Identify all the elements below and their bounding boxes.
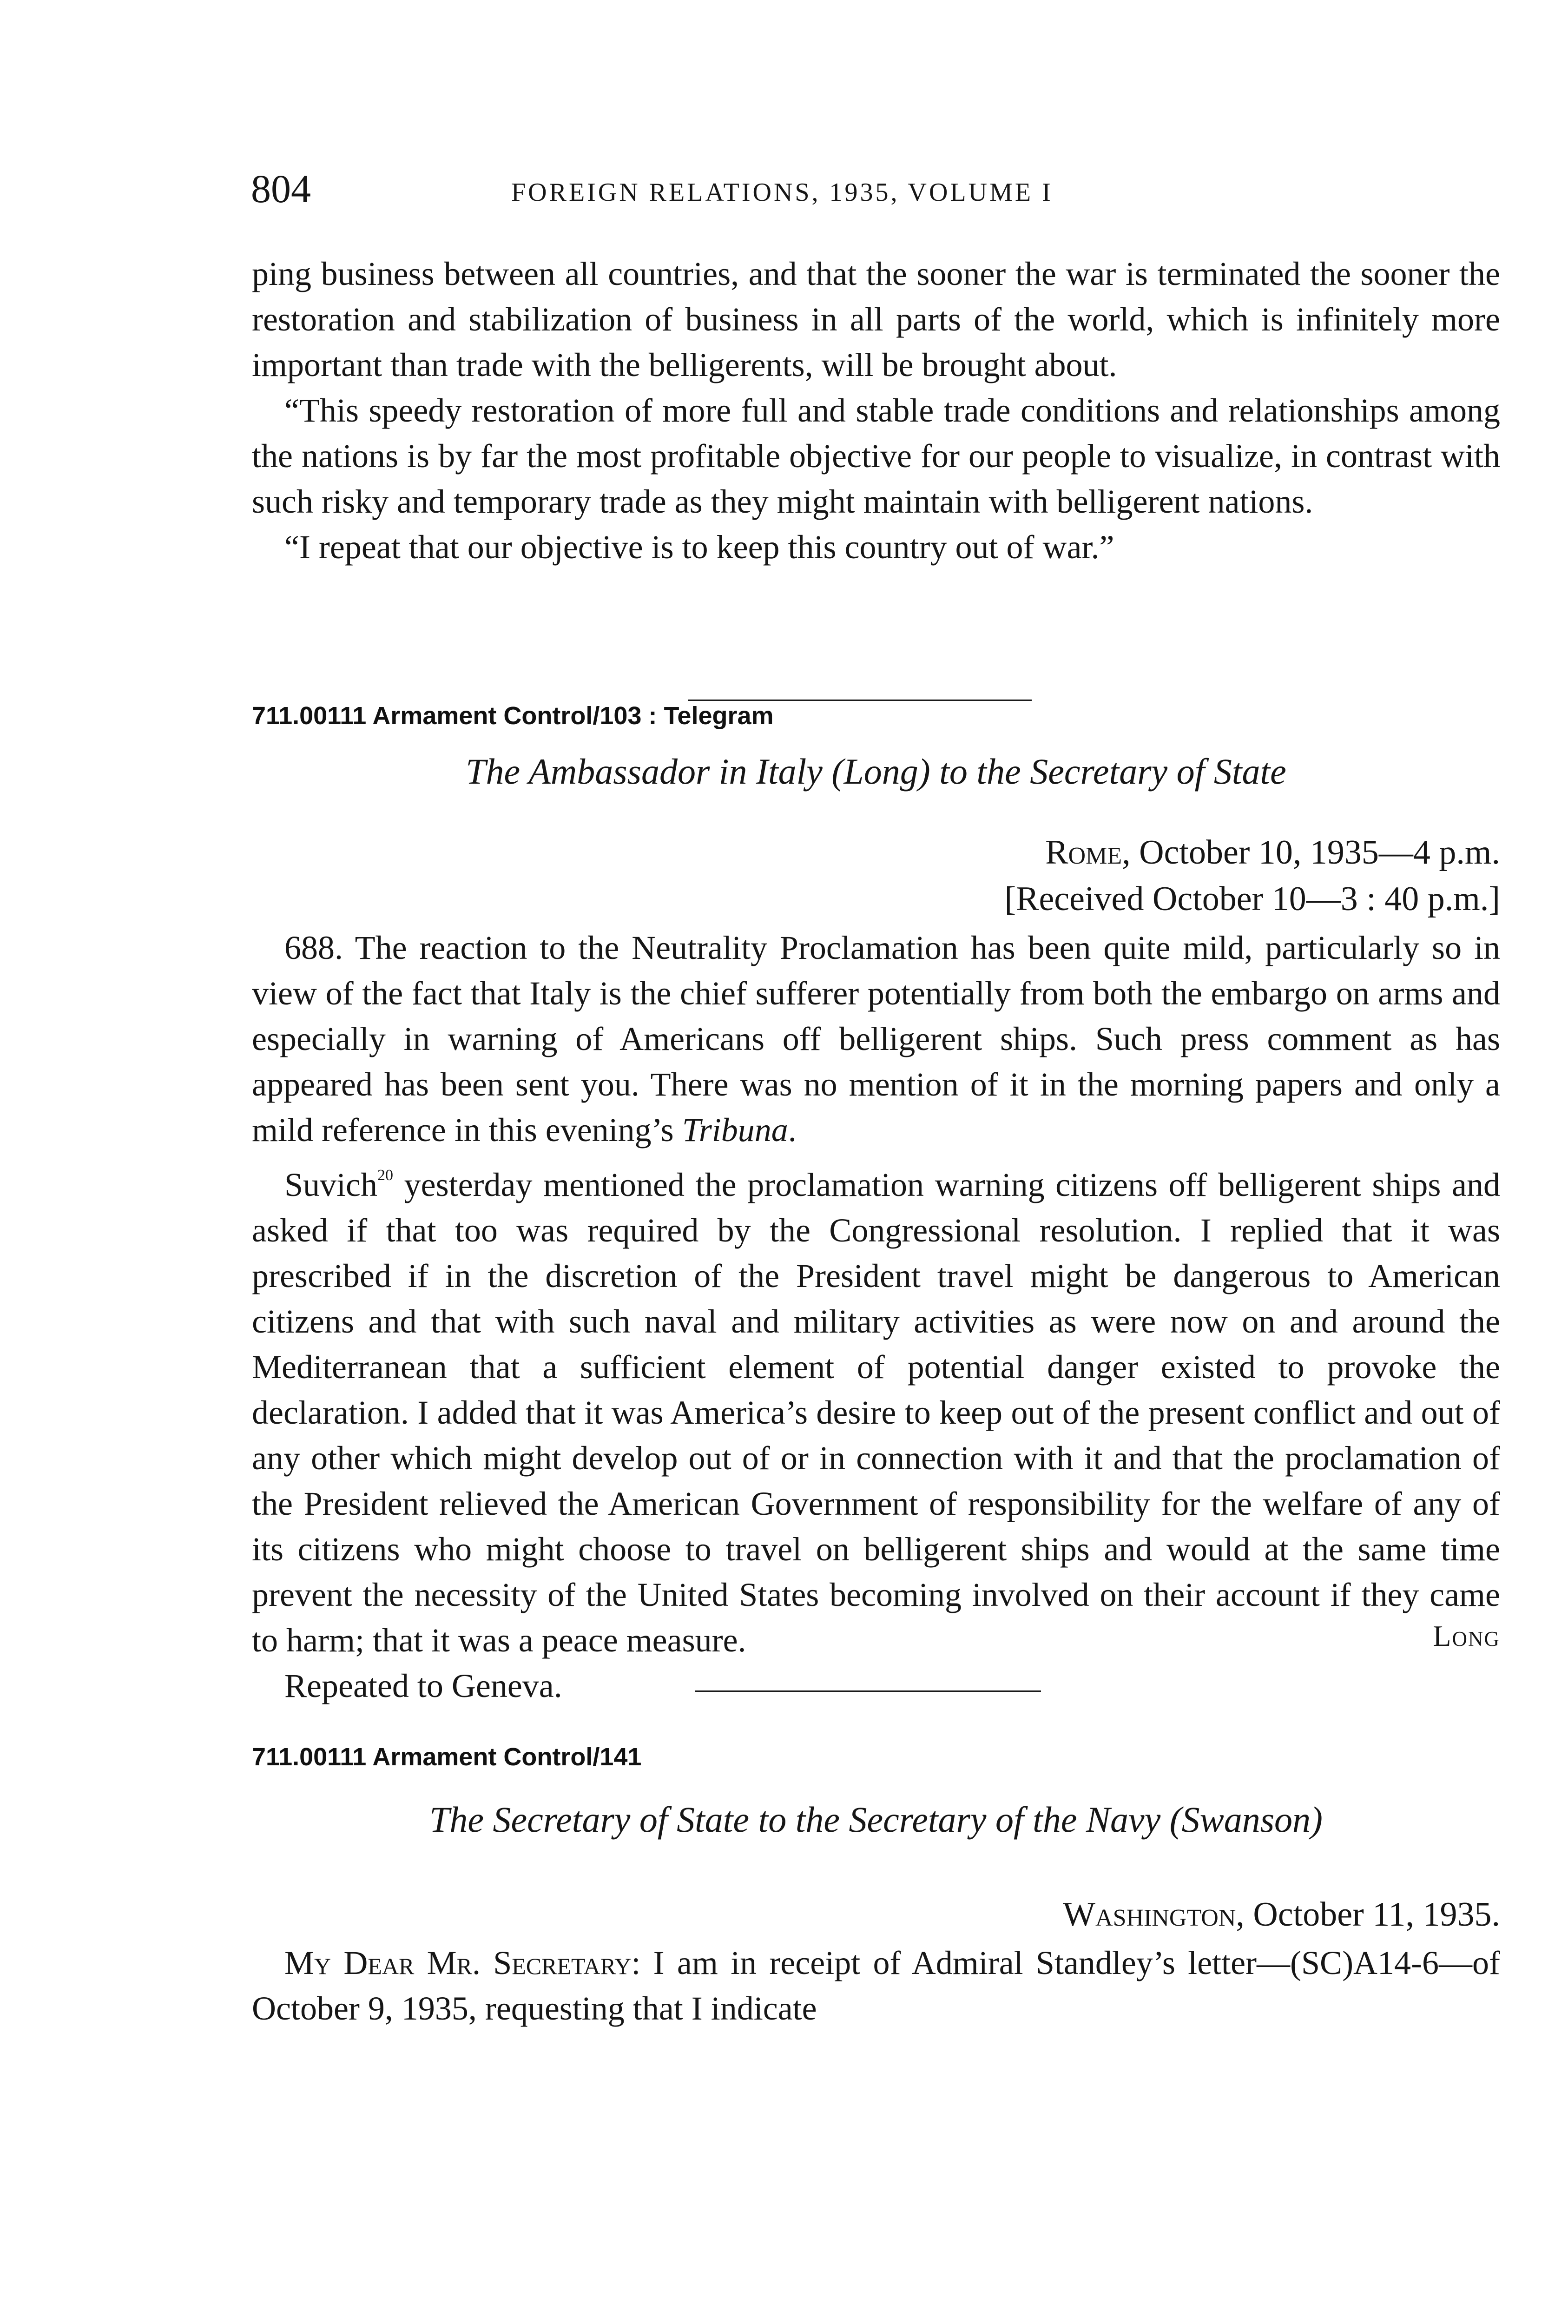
doc1-paragraph-2 <box>252 1153 1500 1663</box>
doc2-salutation: My Dear Mr. Secretary <box>284 1944 632 1981</box>
doc1-paragraph-1-text: 688. The reaction to the Neutrality Proclamation has been quite mild, particularly so in view of the fact that Italy is the chief sufferer potentially from both the embargo on arms and especially in warning of Americans off belligerent ships. Such press comment as has appeared has been sent you. There was no mention of it in the morning papers and only a mild reference in this evening’s <box>252 929 1500 1149</box>
doc1-place: Rome <box>1045 833 1122 872</box>
doc2-place: Washington <box>1063 1895 1236 1934</box>
doc1-paragraph-1 <box>252 925 1500 1153</box>
doc1-paragraph-2-text: yesterday mentioned the proclamation warning citizens off belligerent ships and asked if that too was required by the Congressional resolution. I replied that it was prescribed if in the discretion of the President travel might be dangerous to American citizens and that with such naval and military activities as were now on and around the Mediterranean that a sufficient element of potential danger existed to provoke the declaration. I added that it was America’s desire to keep out of the present conflict and out of any other which might develop out of or in connection with it and that the proclamation of the President relieved the American Government of responsibility for the welfare of any of its citizens who might choose to travel on belligerent ships and would at the same time prevent the necessity of the United States becoming involved on their account if they came to harm; that it was a peace measure. <box>252 1166 1500 1659</box>
doc1-paragraph-1-end: . <box>788 1111 797 1149</box>
running-head: FOREIGN RELATIONS, 1935, VOLUME I <box>511 178 1053 207</box>
doc1-received: [Received October 10—3 : 40 p.m.] <box>1004 880 1500 918</box>
continuation-paragraph-2: “This speedy restoration of more full and stable trade conditions and relationships among the nations is by far the most profitable objective for our people to visualize, in contrast with such risky and temporary trade as they might maintain with belligerent nations. <box>252 392 1500 520</box>
doc2-title: The Secretary of State to the Secretary of the Navy (Swanson) <box>429 1799 1323 1840</box>
footnote-reference: 20 <box>377 1167 394 1184</box>
doc2-dateline <box>1063 1892 1500 1937</box>
doc1-date: , October 10, 1935—4 p.m. <box>1122 833 1500 872</box>
doc2-date: , October 11, 1935. <box>1236 1895 1500 1934</box>
continuation-paragraph-1: ping business between all countries, and that the sooner the war is terminated the sooner the restoration and stabilization of business in all parts of the world, which is infinitely more important than trade with the belligerents, will be brought about. <box>252 255 1500 383</box>
section-divider-2 <box>695 1690 1041 1692</box>
doc1-paragraph-2-start: Suvich <box>284 1166 378 1203</box>
doc1-body <box>252 925 1500 1709</box>
doc1-newspaper-name: Tribuna <box>682 1111 788 1149</box>
doc2-body <box>252 1940 1500 2031</box>
page-number: 804 <box>251 166 311 211</box>
doc2-paragraph-1-text: : I am in receipt of Admiral Standley’s letter—(SC)A14-6—of October 9, 1935, requesting that I indicate <box>252 1944 1501 2027</box>
doc1-paragraph-3: Repeated to Geneva. <box>284 1667 562 1704</box>
continuation-text <box>252 251 1500 570</box>
continuation-paragraph-3: “I repeat that our objective is to keep this country out of war.” <box>284 528 1114 566</box>
doc1-file-reference: 711.00111 Armament Control/103 : Telegram <box>252 702 774 730</box>
doc2-paragraph-1 <box>252 1940 1500 2031</box>
doc1-signature: Long <box>1433 1619 1500 1652</box>
doc1-dateline <box>1045 830 1500 875</box>
doc1-title: The Ambassador in Italy (Long) to the Secretary of State <box>466 751 1286 792</box>
doc2-file-reference: 711.00111 Armament Control/141 <box>252 1743 642 1771</box>
page-header <box>251 165 1501 217</box>
